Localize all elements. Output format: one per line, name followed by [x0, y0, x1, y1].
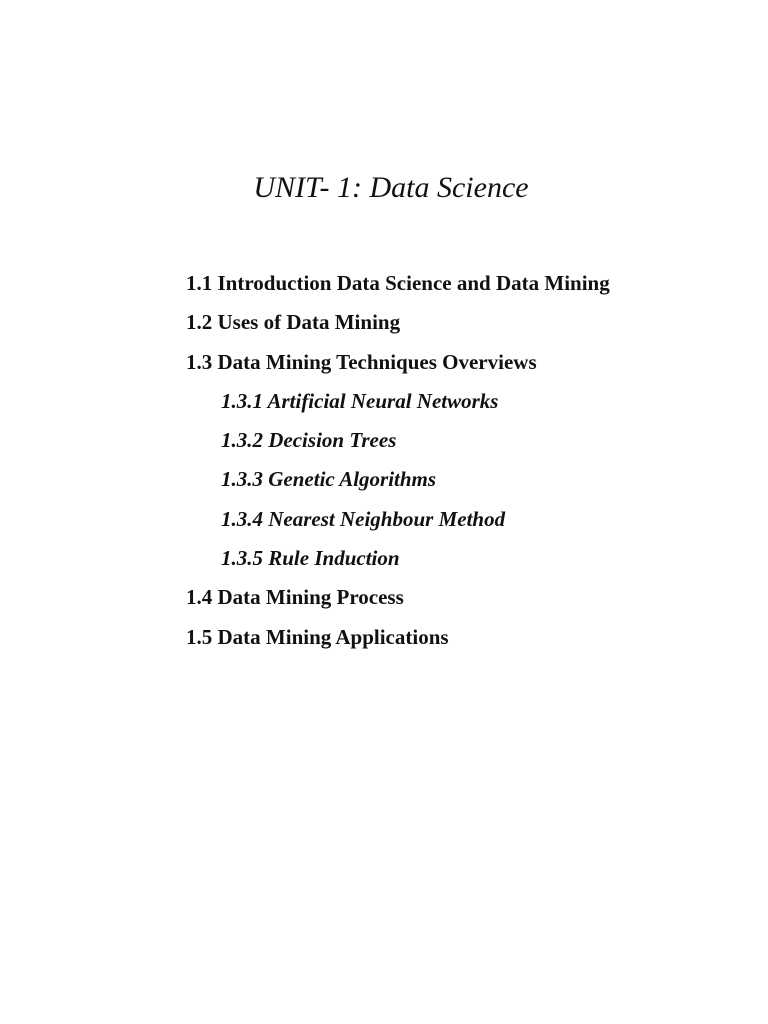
- table-of-contents: [186, 264, 610, 657]
- toc-subitem-1-3-2: 1.3.2 Decision Trees: [221, 428, 397, 453]
- toc-item-1-2: 1.2 Uses of Data Mining: [186, 310, 401, 335]
- toc-item-1-1: 1.1 Introduction Data Science and Data Mining: [186, 271, 610, 295]
- toc-item-1-4: 1.4 Data Mining Process: [186, 585, 404, 610]
- toc-subitem-1-3-1: 1.3.1 Artificial Neural Networks: [221, 388, 499, 413]
- toc-item-1-3: 1.3 Data Mining Techniques Overviews: [186, 349, 537, 374]
- toc-item-1-5: 1.5 Data Mining Applications: [186, 624, 449, 649]
- toc-subitem-1-3-4: 1.3.4 Nearest Neighbour Method: [221, 506, 506, 531]
- toc-subitem-1-3-5: 1.3.5 Rule Induction: [221, 546, 400, 571]
- unit-title: UNIT- 1: Data Science: [253, 171, 529, 205]
- toc-subitem-1-3-3: 1.3.3 Genetic Algorithms: [221, 467, 437, 492]
